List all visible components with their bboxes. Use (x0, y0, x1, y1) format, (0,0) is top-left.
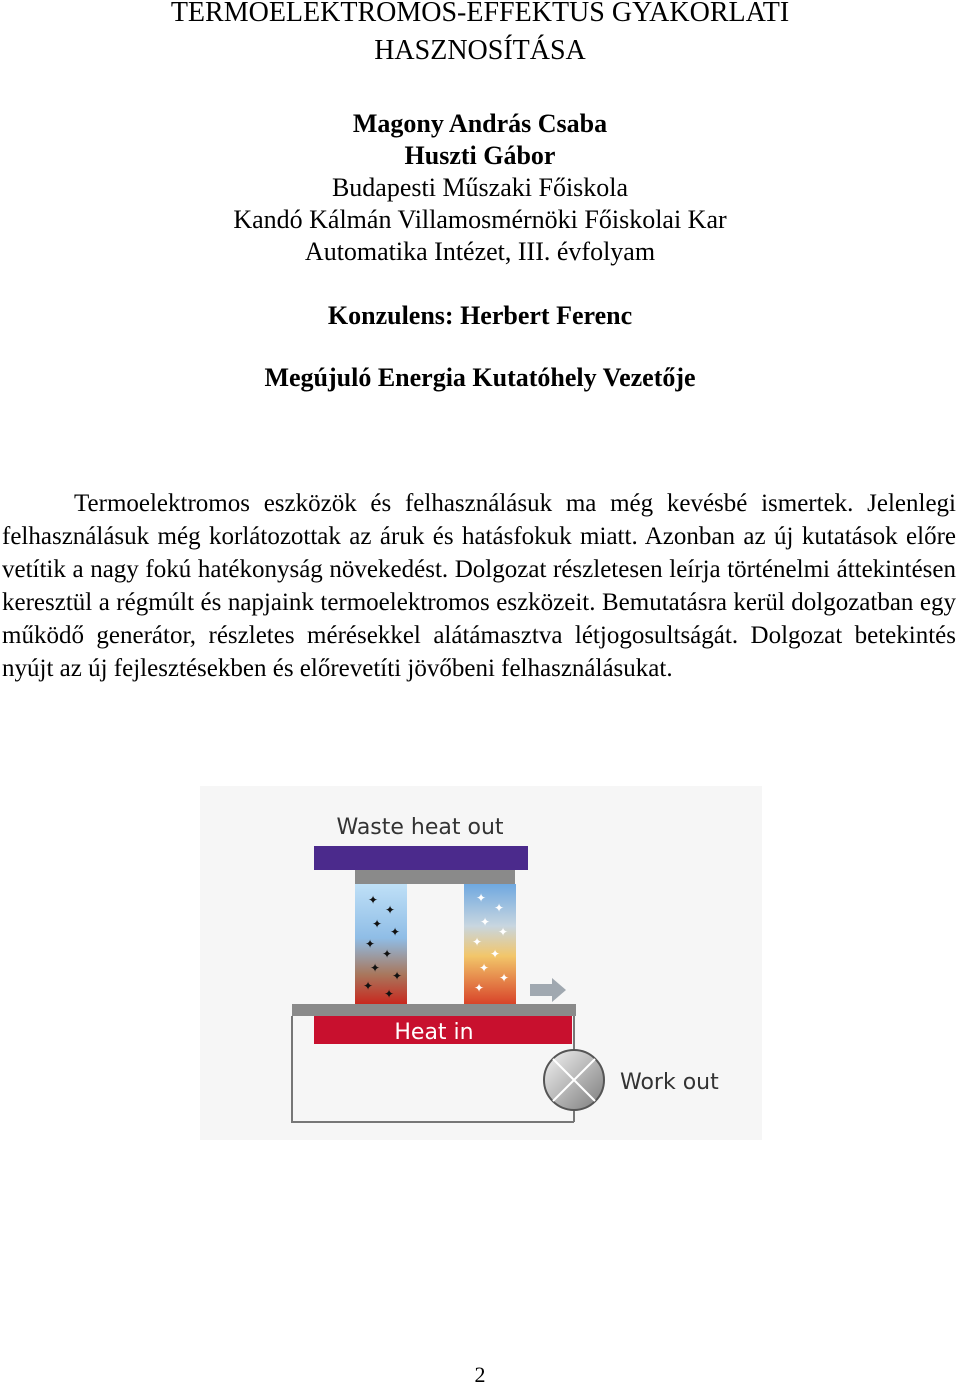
waste-heat-label: Waste heat out (336, 815, 504, 840)
svg-text:✦: ✦ (370, 961, 381, 975)
svg-text:✦: ✦ (480, 915, 491, 929)
author-2: Huszti Gábor (404, 141, 556, 170)
svg-text:✦: ✦ (385, 903, 396, 917)
thermoelectric-figure (200, 786, 762, 1140)
title-line-1: TERMOELEKTROMOS-EFFEKTUS GYAKORLATI (170, 0, 790, 28)
heat-sink-plate (314, 846, 528, 870)
svg-text:✦: ✦ (368, 893, 379, 907)
page-number: 2 (474, 1362, 486, 1387)
thermoelectric-diagram (200, 786, 762, 1140)
svg-text:✦: ✦ (382, 947, 393, 961)
svg-text:✦: ✦ (472, 935, 483, 949)
svg-text:✦: ✦ (498, 925, 509, 939)
abstract-text: Termoelektromos eszközök és felhasználásuk ma még kevésbé ismertek. Jelenlegi felhasználásuk még korlátozottak az áruk és hatásfokuk miatt. Azonban az új kutatások előre vetítik a nagy fokú hatékonyság növekedést. Dolgozat részletesen leírja történelmi áttekintésen keresztül a régmúlt és napjaink termoelektromos eszközeit. Bemutatásra kerül dolgozatban egy működő generátor, részletes mérésekkel alátámasztva létjogosultságát. Dolgozat betekintés nyújt az új fejlesztésekben és előrevetíti jövőbeni felhasználásukat. (2, 490, 956, 682)
svg-text:✦: ✦ (372, 917, 383, 931)
abstract (2, 487, 956, 685)
svg-text:✦: ✦ (390, 925, 401, 939)
svg-text:✦: ✦ (474, 981, 485, 995)
svg-text:✦: ✦ (384, 987, 395, 1001)
heat-in-label: Heat in (394, 1020, 474, 1045)
svg-text:✦: ✦ (494, 901, 505, 915)
author-1: Magony András Csaba (352, 109, 608, 138)
department: Automatika Intézet, III. évfolyam (304, 237, 656, 266)
svg-text:✦: ✦ (476, 891, 487, 905)
author-block (0, 108, 960, 268)
bottom-connector (292, 1004, 576, 1016)
top-connector (355, 870, 515, 884)
svg-text:✦: ✦ (392, 969, 403, 983)
svg-text:✦: ✦ (365, 937, 376, 951)
load-lamp-icon (544, 1050, 604, 1110)
consultant: Konzulens: Herbert Ferenc (327, 301, 633, 330)
svg-text:✦: ✦ (499, 971, 510, 985)
svg-text:✦: ✦ (479, 961, 490, 975)
title-line-2: HASZNOSÍTÁSA (374, 35, 586, 66)
svg-text:✦: ✦ (363, 979, 374, 993)
svg-text:✦: ✦ (490, 947, 501, 961)
faculty: Kandó Kálmán Villamosmérnöki Főiskolai Kar (233, 205, 727, 234)
institution: Budapesti Műszaki Főiskola (331, 173, 629, 202)
consultant-role: Megújuló Energia Kutatóhely Vezetője (264, 363, 696, 392)
work-out-label: Work out (620, 1070, 719, 1095)
document-title (0, 0, 960, 70)
